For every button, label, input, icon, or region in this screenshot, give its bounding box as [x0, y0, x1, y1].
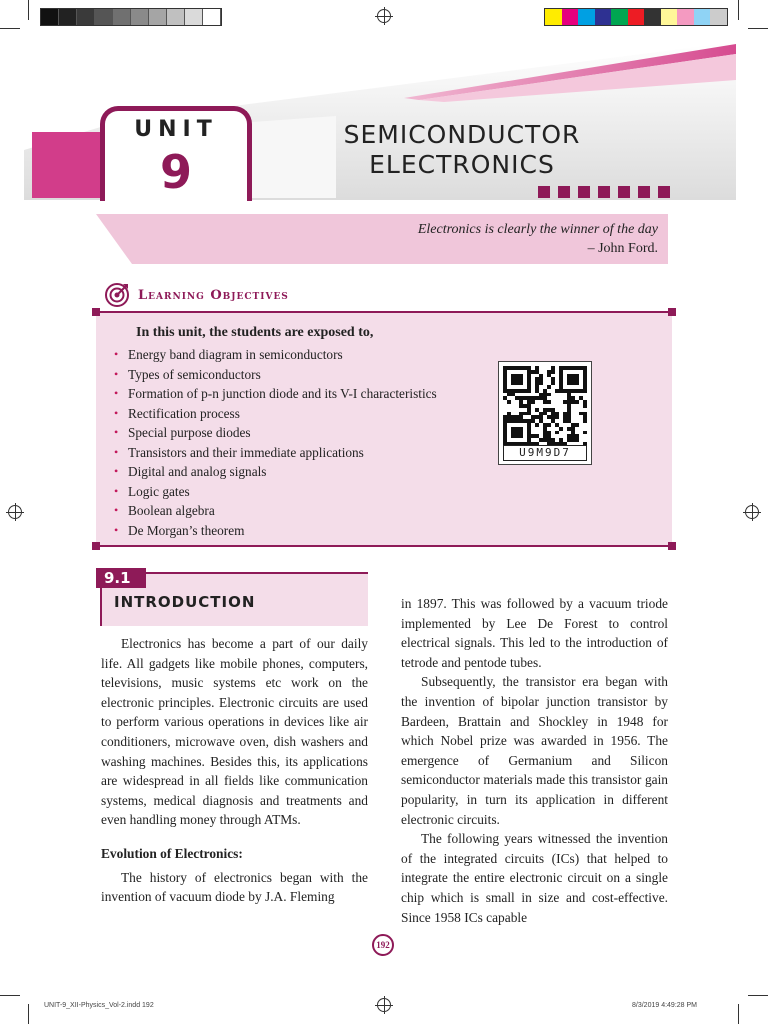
list-item: • Special purpose diodes [114, 423, 437, 443]
unit-badge [100, 106, 252, 201]
list-item: • Logic gates [114, 482, 437, 502]
crop-mark [738, 1004, 739, 1024]
registration-mark-bottom [377, 998, 391, 1012]
qr-module [551, 381, 555, 385]
qr-module [583, 404, 587, 408]
qr-module [575, 381, 579, 385]
grey-calibration-bar [40, 8, 222, 26]
qr-module [547, 400, 551, 404]
qr-module [575, 400, 579, 404]
section-title: INTRODUCTION [114, 593, 256, 611]
qr-module [519, 434, 523, 438]
qr-module [535, 423, 539, 427]
list-item: • Types of semiconductors [114, 365, 437, 385]
paragraph: Electronics has become a part of our daily life. All gadgets like mobile phones, computers, televisions, music systems etc work on the electronic principles. Electronic circuits are used to perform various operations in devices like air conditioners, microwave oven, dish washers and washing machines. Besides this, its applications are widespread in all fields like communication systems, medical diagnosis and treatments and even handling money through ATMs. [101, 636, 368, 828]
objectives-intro: In this unit, the students are exposed to, [136, 325, 374, 340]
chapter-title [330, 120, 594, 180]
qr-module [551, 370, 555, 374]
paragraph: The following years witnessed the invention of the integrated circuits (ICs) that helped to integrate the entire electronic circuit on a single chip which is small in size and cost-effective. Since 1958 ICs capable [401, 831, 668, 925]
qr-module [583, 419, 587, 423]
learning-objectives-title: Learning Objectives [138, 287, 289, 303]
list-item: • Boolean algebra [114, 501, 437, 521]
footer-filename: UNIT-9_XII-Physics_Vol-2.indd 192 [44, 1002, 154, 1009]
qr-module [547, 385, 551, 389]
qr-module [539, 381, 543, 385]
qr-module [507, 400, 511, 404]
qr-code-pattern [503, 366, 587, 446]
right-column [401, 594, 668, 927]
list-item: • De Morgan’s theorem [114, 521, 437, 541]
crop-mark [748, 995, 768, 996]
crop-mark [0, 28, 20, 29]
registration-mark-top [377, 9, 391, 23]
qr-module [547, 423, 551, 427]
qr-module [527, 389, 531, 393]
page-number: 192 [372, 934, 394, 956]
quote-text: Electronics is clearly the winner of the day [417, 222, 658, 237]
subheading: Evolution of Electronics: [101, 845, 243, 861]
qr-module [519, 381, 523, 385]
qr-module [547, 393, 551, 397]
objectives-list [114, 345, 437, 540]
left-column [101, 634, 368, 907]
target-icon [104, 282, 130, 308]
qr-module [559, 427, 563, 431]
list-item: • Transistors and their immediate applications [114, 443, 437, 463]
qr-code[interactable] [498, 361, 592, 465]
qr-module [555, 415, 559, 419]
learning-objectives-box [96, 311, 672, 547]
list-item: • Digital and analog signals [114, 462, 437, 482]
epigraph [96, 214, 668, 264]
color-calibration-bar [544, 8, 728, 26]
section-heading-rule [146, 572, 368, 574]
qr-code-label: U9M9D7 [503, 445, 587, 461]
list-item: • Formation of p-n junction diode and its V-I characteristics [114, 384, 437, 404]
list-item: • Energy band diagram in semiconductors [114, 345, 437, 365]
registration-mark-right [745, 505, 759, 519]
qr-module [555, 431, 559, 435]
qr-module [531, 400, 535, 404]
chapter-title-line1: SEMICONDUCTOR [343, 120, 581, 149]
list-item: • Rectification process [114, 404, 437, 424]
unit-number: 9 [159, 145, 192, 199]
qr-module [575, 423, 579, 427]
crop-mark [738, 0, 739, 20]
registration-mark-left [8, 505, 22, 519]
crop-mark [28, 0, 29, 20]
paragraph: Subsequently, the transistor era began with the invention of bipolar junction transistor by Bardeen, Brattain and Shockley in 1948 for which Nobel prize was awarded in 1956. The emergence of Germanium and Silicon semiconductor materials made this transistor gain popularity, in turn its application in different electronic circuits. [401, 674, 668, 827]
decorative-squares [538, 186, 670, 198]
qr-module [575, 438, 579, 442]
footer-timestamp: 8/3/2019 4:49:28 PM [632, 1002, 697, 1009]
qr-module [583, 389, 587, 393]
unit-label: UNIT [134, 117, 218, 142]
crop-mark [748, 28, 768, 29]
paragraph: in 1897. This was followed by a vacuum triode implemented by Lee De Forest to control electrical signals. This led to the introduction of tetrode and pentode tubes. [401, 596, 668, 670]
section-number: 9.1 [96, 568, 146, 588]
chapter-title-line2: ELECTRONICS [369, 150, 555, 179]
learning-objectives-header [104, 282, 289, 308]
crop-mark [0, 995, 20, 996]
crop-mark [28, 1004, 29, 1024]
paragraph: The history of electronics began with the invention of vacuum diode by J.A. Fleming [101, 869, 368, 905]
quote-author: – John Ford. [587, 241, 658, 256]
qr-module [583, 431, 587, 435]
